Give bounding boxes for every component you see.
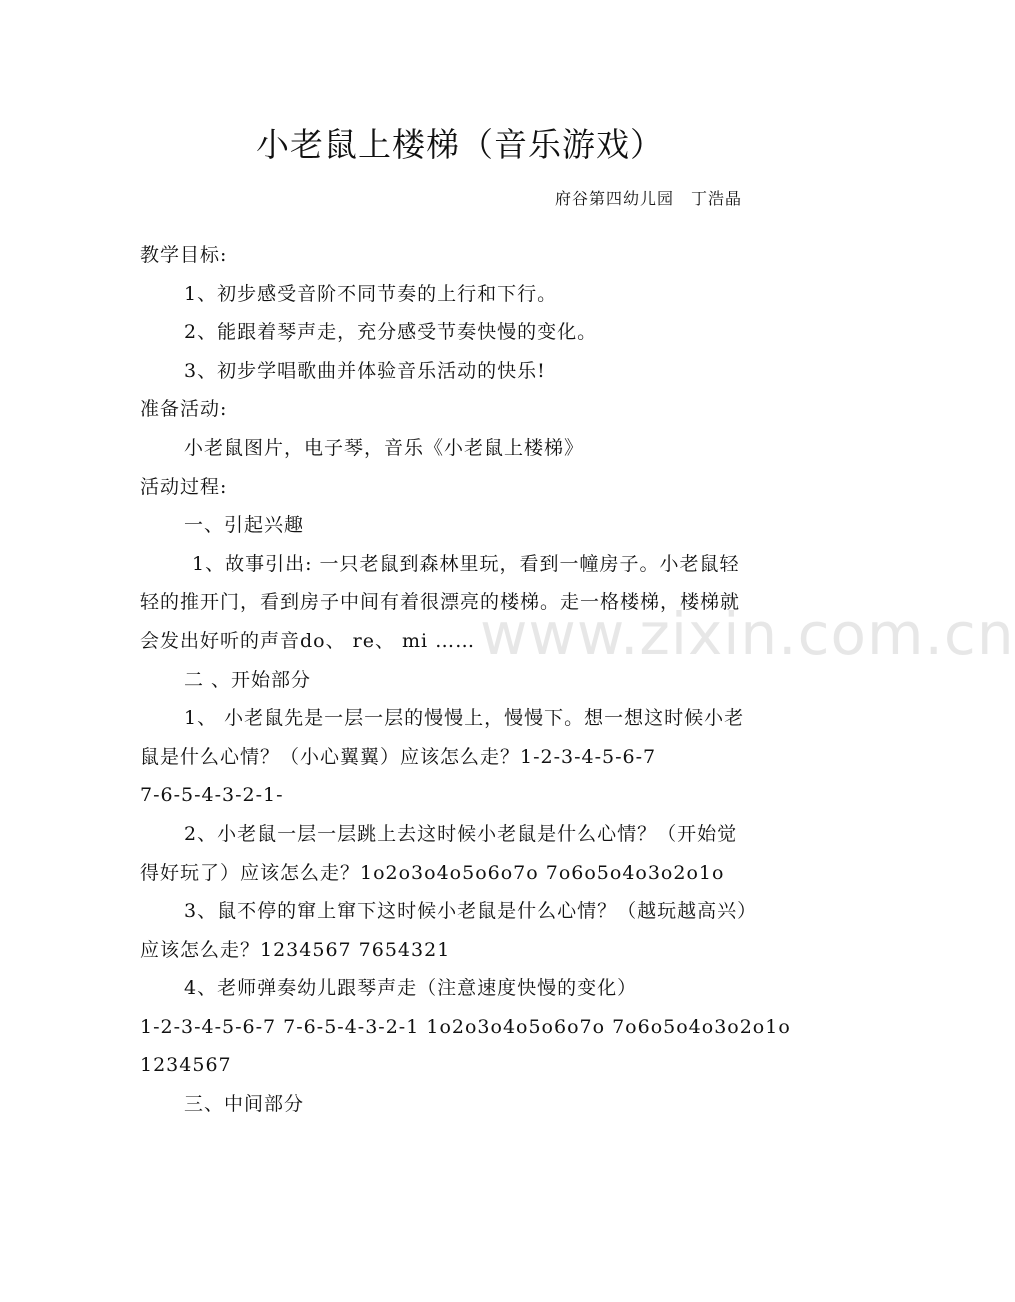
- paragraph-line: 1234567: [140, 1054, 232, 1077]
- watermark-text: www.zixin.com.cn: [480, 600, 1015, 668]
- subsection-heading: 三、中间部分: [184, 1093, 305, 1116]
- paragraph-line: 1-2-3-4-5-6-7 7-6-5-4-3-2-1 1o2o3o4o5o6o7o 7o6o5o4o3o2o1o: [140, 1015, 791, 1038]
- paragraph-line: 3、鼠不停的窜上窜下这时候小老鼠是什么心情？（越玩越高兴）: [184, 900, 758, 923]
- subsection-heading: 二 、开始部分: [184, 668, 312, 691]
- objective-item: 3、初步学唱歌曲并体验音乐活动的快乐!: [184, 359, 546, 382]
- author-line: 府谷第四幼儿园 丁浩晶: [554, 189, 742, 208]
- section-heading-preparation: 准备活动:: [140, 398, 228, 421]
- paragraph-line: 7-6-5-4-3-2-1-: [140, 784, 284, 807]
- preparation-text: 小老鼠图片，电子琴，音乐《小老鼠上楼梯》: [184, 436, 585, 459]
- objective-item: 2、能跟着琴声走，充分感受节奏快慢的变化。: [184, 321, 598, 344]
- paragraph-line: 鼠是什么心情？（小心翼翼）应该怎么走？1-2-3-4-5-6-7: [140, 745, 657, 768]
- paragraph-line: 轻的推开门，看到房子中间有着很漂亮的楼梯。走一格楼梯，楼梯就: [140, 591, 741, 614]
- paragraph-line: 1、 小老鼠先是一层一层的慢慢上，慢慢下。想一想这时候小老: [184, 707, 745, 730]
- paragraph-line: 4、老师弹奏幼儿跟琴声走（注意速度快慢的变化）: [184, 977, 638, 1000]
- section-heading-process: 活动过程:: [140, 475, 228, 498]
- paragraph-line: 应该怎么走？1234567 7654321: [140, 938, 451, 961]
- paragraph-line: 2、小老鼠一层一层跳上去这时候小老鼠是什么心情？（开始觉: [184, 822, 738, 845]
- objective-item: 1、初步感受音阶不同节奏的上行和下行。: [184, 282, 558, 305]
- paragraph-line: 1、故事引出: 一只老鼠到森林里玩，看到一幢房子。小老鼠轻: [192, 552, 740, 575]
- page-title: 小老鼠上楼梯（音乐游戏）: [256, 125, 664, 164]
- paragraph-line: 会发出好听的声音do、 re、 mi ……: [140, 629, 476, 652]
- document-body: [140, 236, 800, 1124]
- paragraph-line: 得好玩了）应该怎么走？1o2o3o4o5o6o7o 7o6o5o4o3o2o1o: [140, 861, 725, 884]
- section-heading-objectives: 教学目标:: [140, 244, 228, 266]
- subsection-heading: 一、引起兴趣: [184, 514, 305, 537]
